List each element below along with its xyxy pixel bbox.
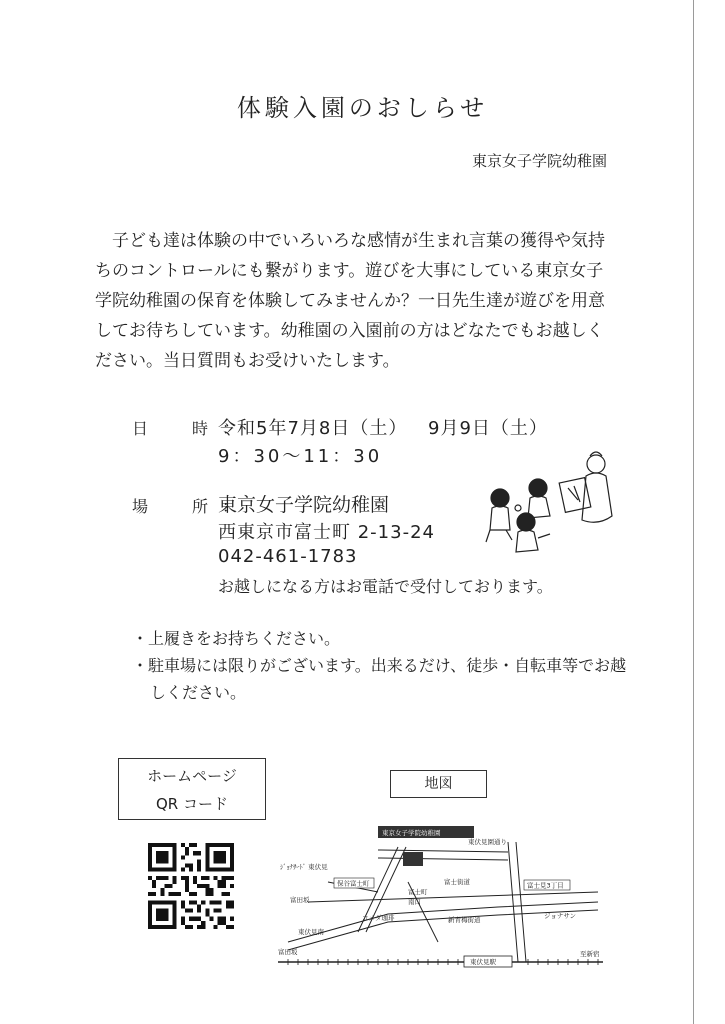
venue-address: 西東京市富士町 2-13-24 — [218, 522, 435, 543]
notice-item-2: ・駐車場には限りがございます。出来るだけ、徒歩・自転車等でお越しください。 — [132, 656, 627, 702]
map-station-left: 富田坂 — [278, 948, 298, 956]
map-shop2: 富士見3丁目 — [527, 881, 564, 890]
map-shop1: ｼﾞｮﾅｻｰﾄﾞ 東伏見 — [280, 863, 328, 871]
map-shop4: ジョナサン — [544, 912, 577, 920]
notices-list — [132, 625, 632, 706]
schedule-time: 9：30～11：30 — [218, 446, 383, 467]
intro-paragraph — [95, 226, 615, 376]
map-title-box — [390, 770, 487, 798]
intro-text: 子ども達は体験の中でいろいろな感情が生まれ言葉の獲得や気持ちのコントロールにも繋がります。遊びを大事にしている東京女子学院幼稚園の保育を体験してみませんか？一日先生達が遊びを用意してお待ちしています。幼稚園の入園前の方はどなたでもお越しください。当日質問もお受けいたします。 — [95, 231, 605, 371]
school-name: 東京女子学院幼稚園 — [471, 152, 607, 170]
map-street1: 東伏見園通り — [468, 838, 507, 846]
map-intersection: 保谷富士町 — [337, 879, 370, 888]
page-title: 体験入園のおしらせ — [236, 94, 489, 122]
map-station: 東伏見駅 — [470, 958, 496, 966]
page-edge-line — [693, 0, 694, 1024]
schedule-label: 日 時： — [132, 419, 253, 438]
map-left1: 富田坂 — [290, 896, 310, 904]
schedule-date2: 9月9日（土） — [428, 418, 548, 439]
map-title: 地図 — [424, 776, 453, 792]
venue-phone: 042-461-1783 — [218, 546, 358, 567]
venue-name: 東京女子学院幼稚園 — [218, 494, 390, 516]
venue-label: 場 所： — [132, 497, 253, 516]
homepage-qr-box — [118, 758, 266, 820]
access-map — [268, 822, 613, 972]
children-illustration — [478, 446, 628, 561]
qr-code[interactable] — [148, 843, 234, 929]
notice-item-1: ・上履きをお持ちください。 — [132, 629, 341, 648]
map-street3: 新青梅街道 — [448, 916, 481, 924]
map-school-label: 東京女子学院幼稚園 — [382, 829, 441, 837]
map-shop3: コメダ珈琲 — [362, 914, 395, 922]
map-mid1: 富士町 — [408, 888, 428, 896]
qr-label: QR コード — [156, 795, 228, 813]
map-station-right: 至新宿 — [580, 950, 600, 958]
map-school-building — [403, 852, 423, 866]
homepage-label: ホームページ — [147, 767, 237, 785]
map-mid2: 南口 — [408, 898, 421, 906]
schedule-date1: 令和5年7月8日（土） — [218, 418, 408, 439]
map-street2: 富士街道 — [444, 878, 470, 886]
map-left2: 東伏見南 — [298, 928, 324, 936]
venue-note: お越しになる方はお電話で受付しております。 — [218, 577, 553, 596]
